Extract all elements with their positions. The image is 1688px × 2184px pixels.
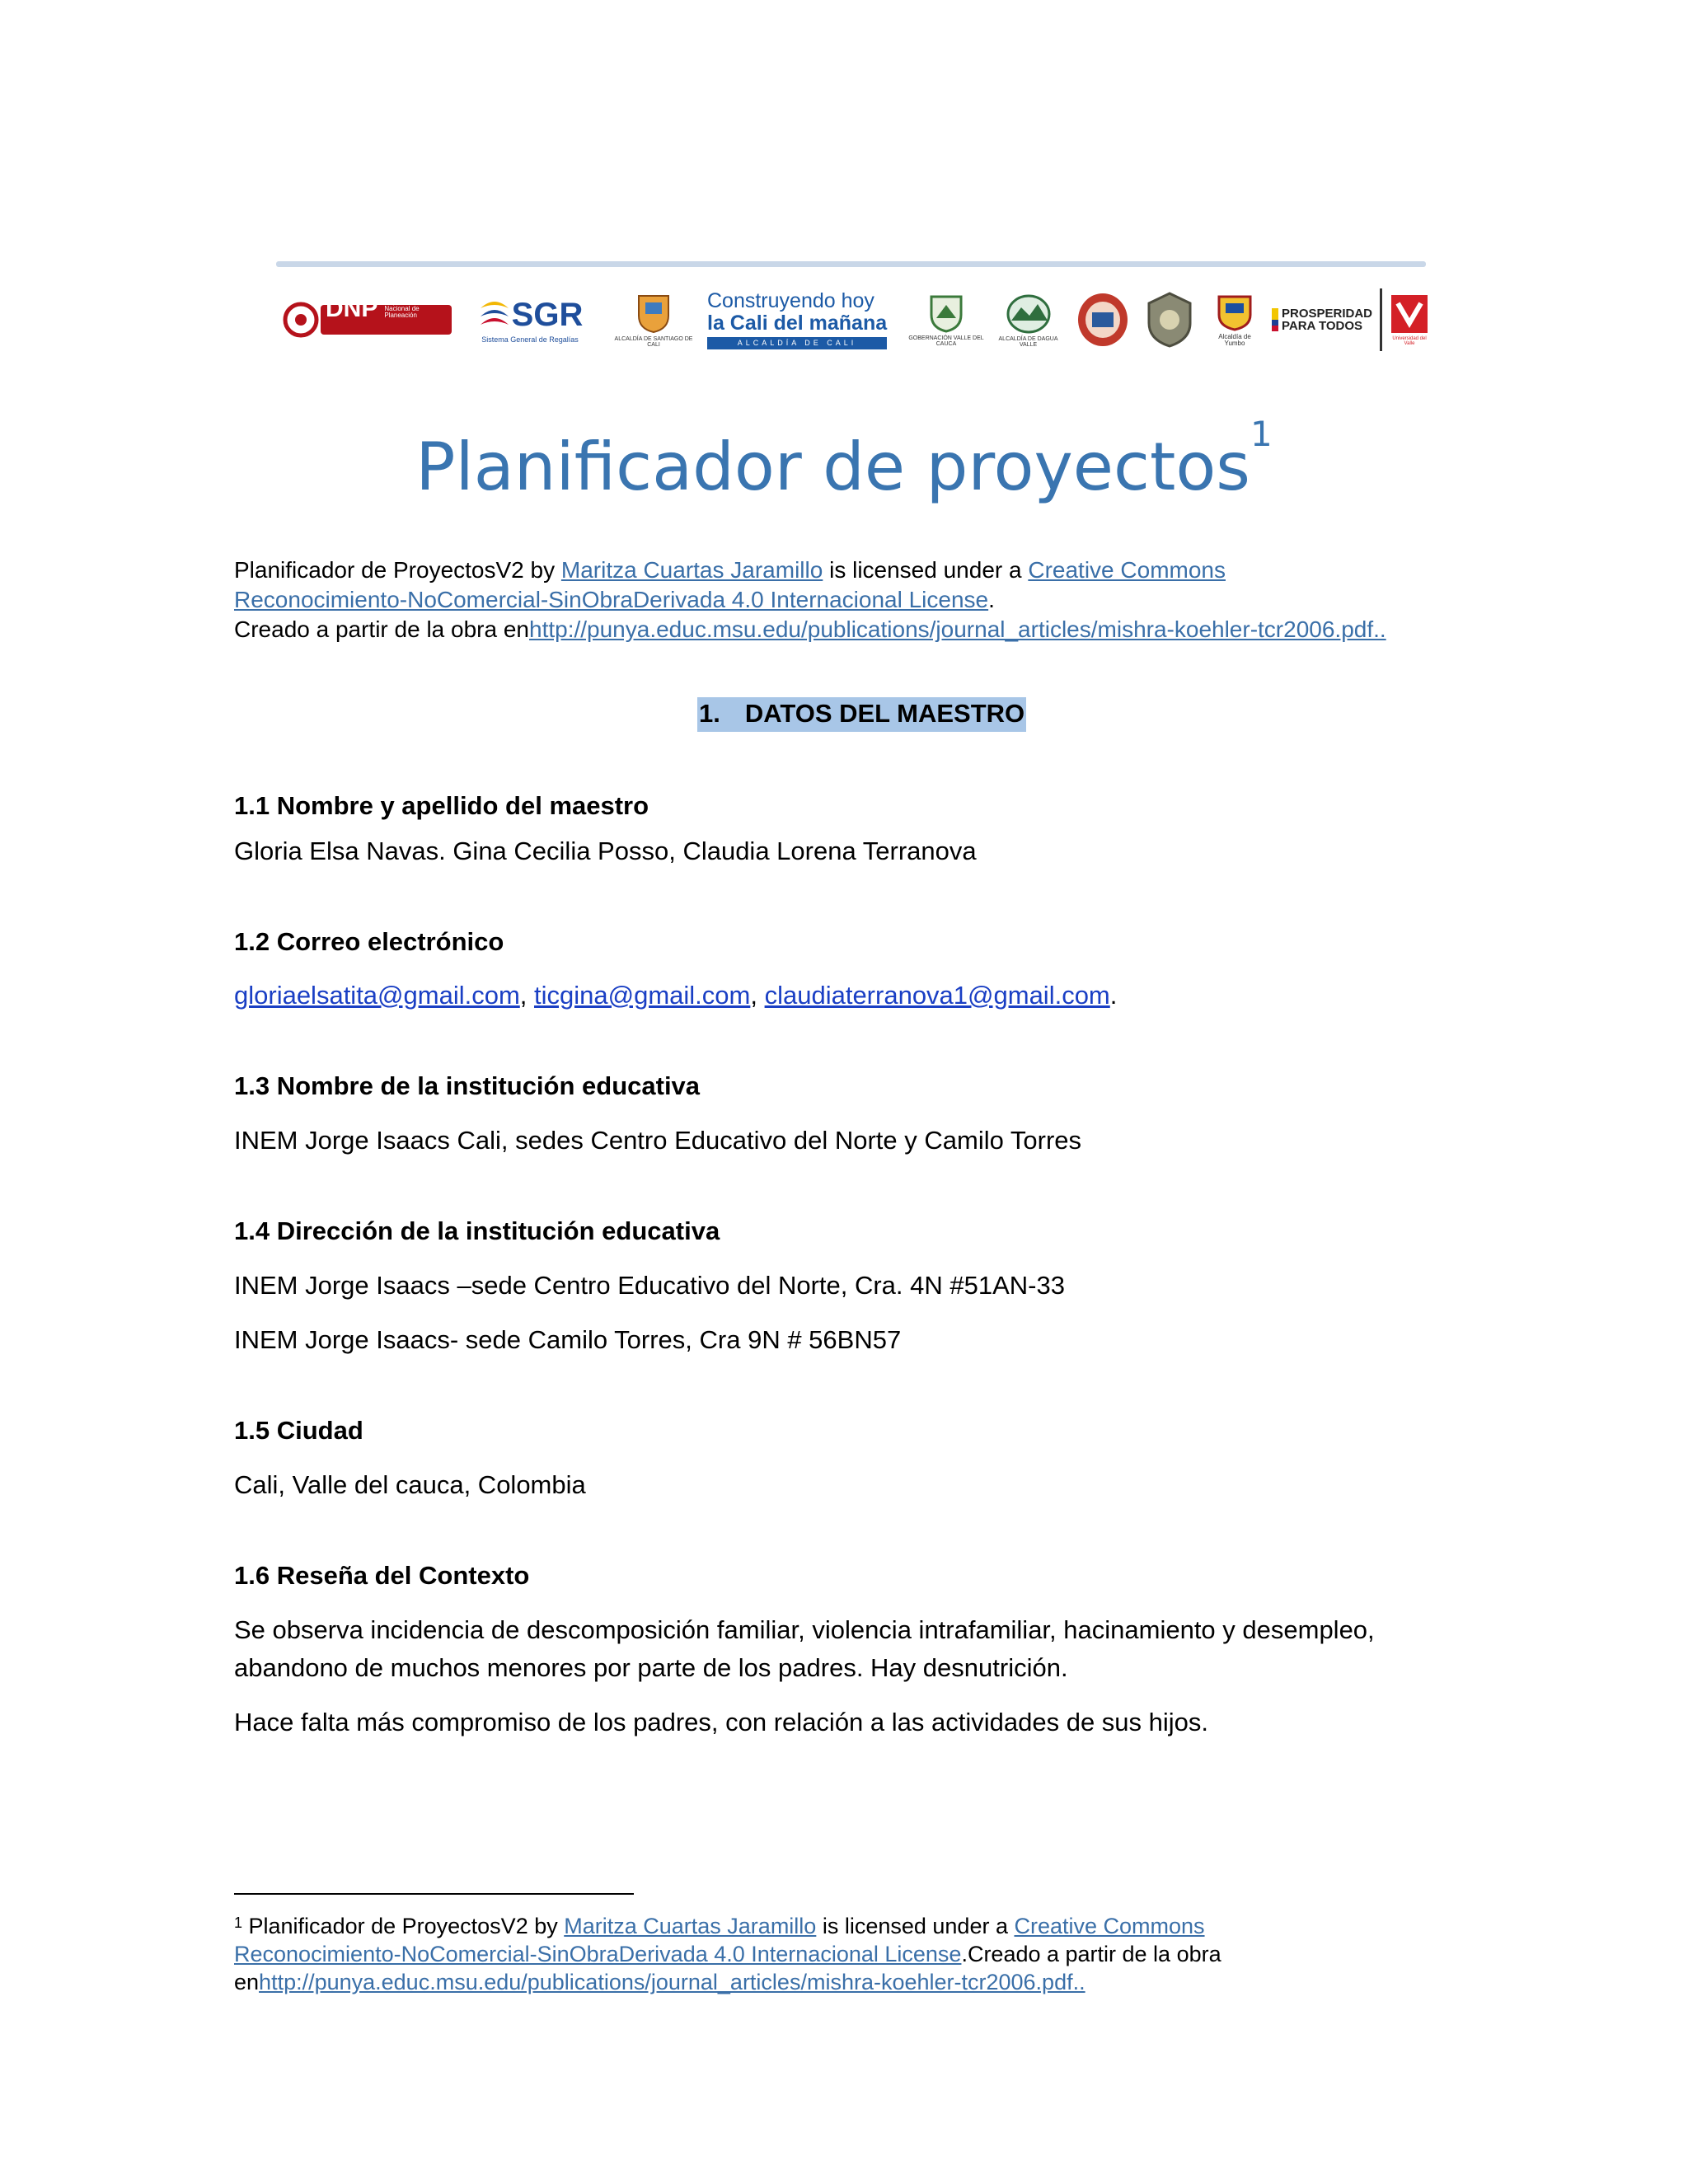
red-shield-logo <box>1074 283 1132 357</box>
gobernacion-valle-subtitle: GOBERNACIÓN VALLE DEL CAUCA <box>908 335 984 347</box>
address-value-2: INEM Jorge Isaacs- sede Camilo Torres, Cra 9N # 56BN57 <box>234 1325 902 1354</box>
logo-strip <box>283 283 1427 357</box>
cali-manana-line2: la Cali del mañana <box>707 311 888 335</box>
dnp-logo <box>283 283 452 357</box>
footnote-divider <box>234 1893 634 1895</box>
footnote-line-1 <box>234 1912 1470 1940</box>
dagua-logo <box>993 283 1063 357</box>
banner-vertical-divider <box>1379 283 1382 357</box>
dnp-logo-subtitle: Departamento Nacional de Planeación <box>384 298 427 319</box>
license-line-3 <box>234 615 1470 644</box>
prosperidad-line2: PARA TODOS <box>1282 319 1363 333</box>
alcaldia-cali-logo <box>608 283 699 357</box>
banner-divider <box>276 261 1426 267</box>
email-heading: 1.2 Correo electrónico <box>234 927 504 956</box>
context-heading: 1.6 Reseña del Contexto <box>234 1561 530 1590</box>
source-url-link[interactable]: http://punya.educ.msu.edu/publications/journal_articles/mishra-koehler-tcr2006.pdf.. <box>529 616 1386 642</box>
page-title <box>0 414 1688 505</box>
cali-manana-logo <box>707 283 893 357</box>
email-link-1[interactable]: gloriaelsatita@gmail.com <box>234 981 520 1010</box>
teacher-name-heading: 1.1 Nombre y apellido del maestro <box>234 791 649 820</box>
footnote-mid: is licensed under a <box>816 1914 1015 1938</box>
author-link[interactable]: Maritza Cuartas Jaramillo <box>560 557 823 583</box>
section-heading <box>697 697 1026 732</box>
univalle-shield-icon <box>1390 293 1429 335</box>
dagua-subtitle: ALCALDÍA DE DAGUA VALLE <box>998 335 1058 348</box>
footnote-en: en <box>234 1970 260 1994</box>
yumbo-logo <box>1206 283 1264 357</box>
prosperidad-flag-icon <box>1272 308 1278 331</box>
email-link-3[interactable]: claudiaterranova1@gmail.com <box>764 981 1110 1010</box>
dnp-logo-text: DNP <box>326 295 378 322</box>
grey-shield-logo <box>1144 283 1195 357</box>
cali-manana-line1: Construyendo hoy <box>707 288 874 312</box>
sgr-logo <box>464 283 596 357</box>
gobernacion-valle-logo <box>905 283 987 357</box>
created-from-text: Creado a partir de la obra en <box>234 616 529 642</box>
license-line-2 <box>234 585 1470 615</box>
license-line-1 <box>234 555 1470 585</box>
grey-shield-icon <box>1146 292 1193 348</box>
yumbo-shield-icon <box>1216 293 1254 331</box>
title-footnote-ref[interactable]: 1 <box>1250 414 1273 454</box>
cc-link-part1[interactable]: Creative Commons <box>1028 557 1226 583</box>
footnote-after: .Creado a partir de la obra <box>961 1942 1221 1966</box>
footnote-line-3 <box>234 1968 1470 1996</box>
context-value-2: abandono de muchos menores por parte de los padres. Hay desnutrición. <box>234 1653 1068 1682</box>
cali-shield-icon <box>635 293 672 334</box>
email-link-2[interactable]: ticgina@gmail.com <box>534 981 751 1010</box>
license-mid: is licensed under a <box>823 557 1029 583</box>
section-title: DATOS DEL MAESTRO <box>744 699 1025 728</box>
dagua-emblem-icon <box>1006 293 1051 334</box>
footnote-cc-link-part2[interactable]: Reconocimiento-NoComercial-SinObraDerivada 4.0 Internacional License <box>234 1942 962 1966</box>
section-number: 1. <box>699 699 720 728</box>
email-values <box>234 981 1117 1010</box>
license-dot: . <box>988 587 995 612</box>
sgr-logo-subtitle: Sistema General de Regalías <box>481 335 579 344</box>
univalle-subtitle: Universidad del Valle <box>1392 336 1427 346</box>
cc-link-part2[interactable]: Reconocimiento-NoComercial-SinObraDerivada 4.0 Internacional License <box>234 587 989 612</box>
address-heading: 1.4 Dirección de la institución educativa <box>234 1216 720 1245</box>
email-separator-1: , <box>519 981 535 1010</box>
institution-heading: 1.3 Nombre de la institución educativa <box>234 1071 701 1100</box>
city-heading: 1.5 Ciudad <box>234 1416 363 1445</box>
logo-banner <box>276 260 1426 359</box>
prosperidad-line1: PROSPERIDAD <box>1282 307 1373 321</box>
cali-manana-bar: ALCALDÍA DE CALI <box>707 337 887 349</box>
sgr-emblem-icon <box>477 297 512 333</box>
context-value-1: Se observa incidencia de descomposición familiar, violencia intrafamiliar, hacinamiento y desempleo, <box>234 1615 1375 1644</box>
city-value: Cali, Valle del cauca, Colombia <box>234 1470 586 1499</box>
context-value-3: Hace falta más compromiso de los padres, con relación a las actividades de sus hijos. <box>234 1708 1209 1736</box>
address-value-1: INEM Jorge Isaacs –sede Centro Educativo del Norte, Cra. 4N #51AN-33 <box>234 1271 1065 1300</box>
license-pre: Planificador de ProyectosV2 by <box>234 557 561 583</box>
footnote-pre: Planificador de ProyectosV2 by <box>242 1914 565 1938</box>
univalle-logo <box>1389 283 1430 357</box>
yumbo-subtitle: Alcaldía de Yumbo <box>1218 332 1251 347</box>
footnote-author-link[interactable]: Maritza Cuartas Jaramillo <box>564 1914 817 1938</box>
page-title-text: Planificador de proyectos <box>415 429 1250 505</box>
footnote-number: 1 <box>234 1915 243 1931</box>
teacher-name-value: Gloria Elsa Navas. Gina Cecilia Posso, Claudia Lorena Terranova <box>234 837 977 865</box>
email-separator-2: , <box>750 981 765 1010</box>
sgr-logo-text: SGR <box>511 296 584 333</box>
alcaldia-cali-subtitle: ALCALDÍA DE SANTIAGO DE CALI <box>614 335 693 348</box>
footnote-cc-link-part1[interactable]: Creative Commons <box>1014 1914 1205 1938</box>
prosperidad-logo <box>1272 283 1379 357</box>
email-end: . <box>1109 981 1118 1010</box>
institution-value: INEM Jorge Isaacs Cali, sedes Centro Educativo del Norte y Camilo Torres <box>234 1126 1082 1155</box>
footnote-line-2 <box>234 1940 1470 1968</box>
valle-shield-icon <box>926 293 966 333</box>
footnote-url-link[interactable]: http://punya.educ.msu.edu/publications/journal_articles/mishra-koehler-tcr2006.pdf.. <box>259 1970 1085 1994</box>
red-shield-icon <box>1076 291 1130 349</box>
